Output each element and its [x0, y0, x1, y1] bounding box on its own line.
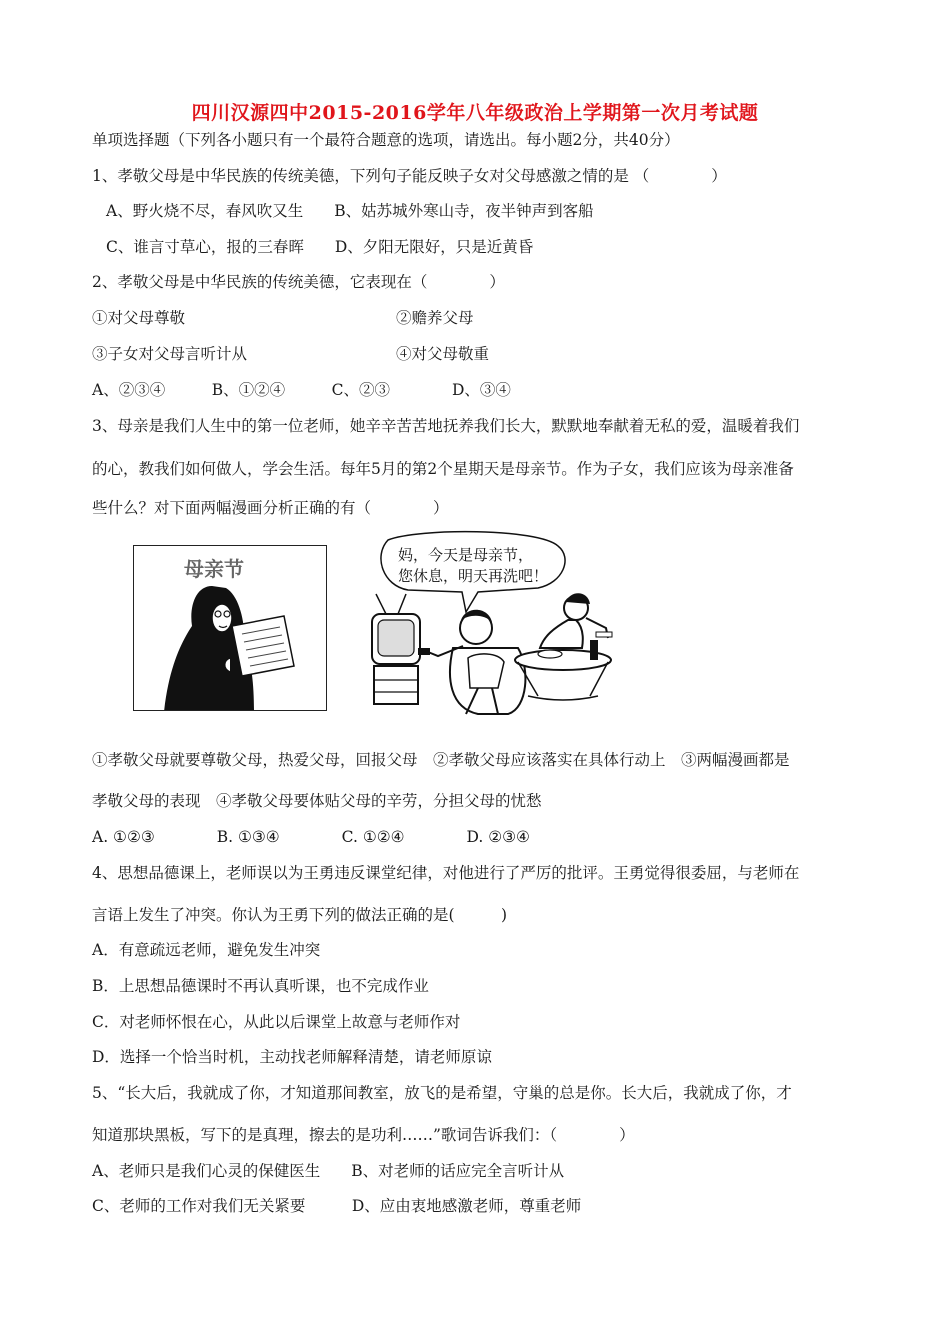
cartoon-mother-reading: [133, 545, 327, 711]
q5-stem-line-1: 5、“长大后，我就成了你，才知道那间教室，放飞的是希望，守巢的总是你。长大后，我就成了你，才: [92, 1084, 792, 1102]
q2-item-2: ②赡养父母: [396, 309, 474, 327]
q3-stem-line-3: 些什么？对下面两幅漫画分析正确的有（ ）: [92, 499, 449, 517]
q3-stem-line-1: 3、母亲是我们人生中的第一位老师，她辛辛苦苦地抚养我们长大，默默地奉献着无私的爱，温暖着我们: [92, 417, 800, 435]
cartoon1-caption: 母亲节: [184, 557, 244, 581]
q3-options: A. ①②③ B. ①③④ C. ①②④ D. ②③④: [92, 828, 530, 846]
q4-option-b: B．上思想品德课时不再认真听课，也不完成作业: [92, 977, 429, 995]
section-heading: 单项选择题（下列各小题只有一个最符合题意的选项，请选出。每小题2分，共40分）: [92, 131, 680, 149]
q4-option-c: C．对老师怀恨在心，从此以后课堂上故意与老师作对: [92, 1013, 461, 1031]
q5-stem-line-2: 知道那块黑板，写下的是真理，擦去的是功利……”歌词告诉我们：（ ）: [92, 1126, 635, 1144]
q5-options-ab: A、老师只是我们心灵的保健医生 B、对老师的话应完全言听计从: [92, 1162, 565, 1180]
q3-analysis-line-1: ①孝敬父母就要尊敬父母，热爱父母，回报父母 ②孝敬父母应该落实在具体行动上 ③两幅漫画都是: [92, 751, 790, 769]
cartoon2-bubble-line-2: 您休息，明天再洗吧！: [398, 567, 549, 585]
cartoon-son-tv: [358, 528, 616, 723]
q5-options-cd: C、老师的工作对我们无关紧要 D、应由衷地感激老师，尊重老师: [92, 1197, 582, 1215]
q4-option-d: D．选择一个恰当时机，主动找老师解释清楚，请老师原谅: [92, 1048, 492, 1066]
exam-title: 四川汉源四中2015-2016学年八年级政治上学期第一次月考试题: [191, 102, 759, 124]
q4-stem-line-2: 言语上发生了冲突。你认为王勇下列的做法正确的是( ): [92, 906, 508, 924]
q4-option-a: A．有意疏远老师，避免发生冲突: [92, 941, 321, 959]
q2-options: A、②③④ B、①②④ C、②③ D、③④: [92, 381, 511, 399]
cartoon2-bubble-line-1: 妈，今天是母亲节，: [398, 546, 534, 564]
q2-stem: 2、孝敬父母是中华民族的传统美德，它表现在（ ）: [92, 273, 505, 291]
q4-stem-line-1: 4、思想品德课上，老师误以为王勇违反课堂纪律，对他进行了严厉的批评。王勇觉得很委屈，与老师在: [92, 864, 800, 882]
q1-options-ab: A、野火烧不尽，春风吹又生 B、姑苏城外寒山寺，夜半钟声到客船: [106, 202, 594, 220]
q1-options-cd: C、谁言寸草心，报的三春晖 D、夕阳无限好，只是近黄昏: [106, 238, 534, 256]
q2-item-1: ①对父母尊敬: [92, 309, 186, 327]
q3-analysis-line-2: 孝敬父母的表现 ④孝敬父母要体贴父母的辛劳，分担父母的忧愁: [92, 792, 542, 810]
q1-stem: 1、孝敬父母是中华民族的传统美德，下列句子能反映子女对父母感激之情的是 （ ）: [92, 167, 727, 185]
q3-stem-line-2: 的心，教我们如何做人，学会生活。每年5月的第2个星期天是母亲节。作为子女，我们应该为母亲准备: [92, 460, 794, 478]
q2-item-4: ④对父母敬重: [396, 345, 490, 363]
q2-item-3: ③子女对父母言听计从: [92, 345, 248, 363]
